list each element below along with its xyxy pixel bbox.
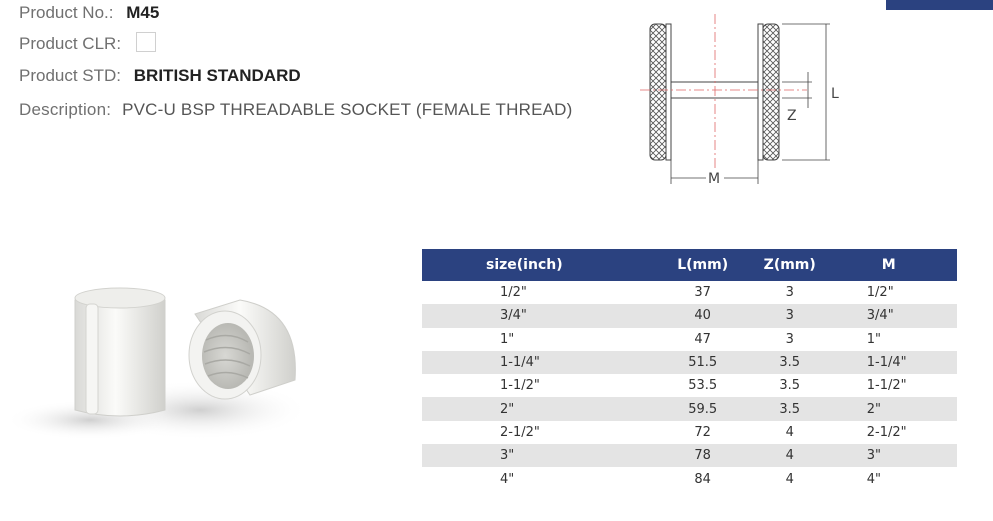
table-header-row [422,249,957,281]
cell-m: 1-1/2" [834,374,957,397]
product-no-value: M45 [126,3,160,22]
table-row [422,397,957,420]
cell-size: 1-1/2" [422,374,660,397]
cell-m: 3" [834,444,957,467]
technical-drawing [632,12,852,192]
cell-l: 84 [660,467,746,490]
color-swatch [136,32,156,52]
table-row [422,444,957,467]
table-row [422,281,957,304]
product-clr-row [19,32,156,55]
col-l: L(mm) [660,249,746,281]
cell-l: 78 [660,444,746,467]
cell-m: 2" [834,397,957,420]
table-row [422,328,957,351]
svg-text:L: L [831,86,839,102]
cell-z: 3 [746,328,834,351]
cell-z: 4 [746,421,834,444]
col-m: M [834,249,957,281]
cell-z: 4 [746,467,834,490]
table-row [422,374,957,397]
cell-size: 2-1/2" [422,421,660,444]
table-row [422,351,957,374]
table-row [422,304,957,327]
table-row [422,421,957,444]
cell-l: 51.5 [660,351,746,374]
cell-z: 3.5 [746,397,834,420]
cell-z: 3 [746,281,834,304]
left-wall-hatch [650,24,666,160]
svg-text:Z: Z [787,108,797,124]
description-row [19,99,573,121]
size-table [422,249,957,491]
cell-size: 1/2" [422,281,660,304]
cell-z: 3.5 [746,351,834,374]
cell-m: 2-1/2" [834,421,957,444]
right-wall-hatch [763,24,779,160]
cell-m: 1-1/4" [834,351,957,374]
cell-l: 53.5 [660,374,746,397]
cell-m: 1" [834,328,957,351]
cell-z: 4 [746,444,834,467]
col-size: size(inch) [422,249,660,281]
cell-l: 40 [660,304,746,327]
product-std-label: Product STD: [19,66,122,85]
cell-z: 3.5 [746,374,834,397]
cell-size: 3/4" [422,304,660,327]
cell-size: 4" [422,467,660,490]
cell-size: 3" [422,444,660,467]
product-no-label: Product No.: [19,3,114,22]
col-z: Z(mm) [746,249,834,281]
product-std-row [19,65,301,87]
product-clr-label: Product CLR: [19,34,122,53]
table-row [422,467,957,490]
svg-text:M: M [708,171,721,187]
cell-m: 1/2" [834,281,957,304]
cell-m: 4" [834,467,957,490]
product-no-row [19,2,159,24]
description-label: Description: [19,100,112,119]
cell-m: 3/4" [834,304,957,327]
cell-size: 2" [422,397,660,420]
product-std-value: BRITISH STANDARD [133,66,301,85]
description-value: PVC-U BSP THREADABLE SOCKET (FEMALE THREAD) [122,100,573,119]
cell-l: 47 [660,328,746,351]
cell-size: 1" [422,328,660,351]
cell-l: 37 [660,281,746,304]
product-image [0,270,300,485]
cell-size: 1-1/4" [422,351,660,374]
cell-z: 3 [746,304,834,327]
cell-l: 72 [660,421,746,444]
cell-l: 59.5 [660,397,746,420]
corner-tab[interactable] [886,0,993,10]
